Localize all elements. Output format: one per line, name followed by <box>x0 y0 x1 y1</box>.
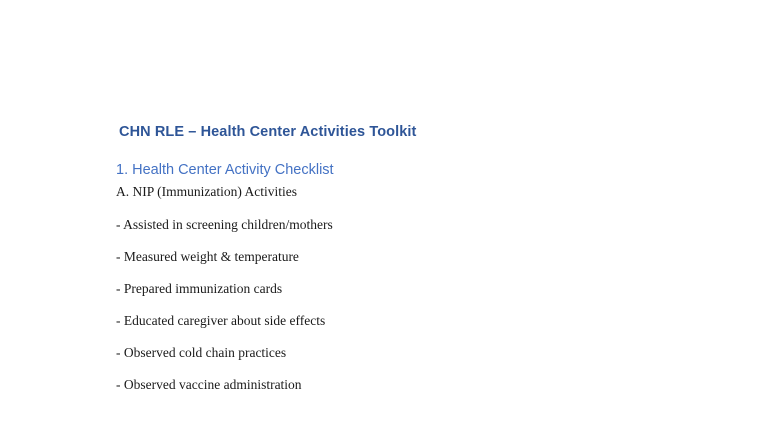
section-heading: 1. Health Center Activity Checklist <box>116 162 334 178</box>
checklist-item: - Assisted in screening children/mothers <box>116 217 333 232</box>
document-title: CHN RLE – Health Center Activities Toolkit <box>119 124 417 140</box>
checklist-item: - Measured weight & temperature <box>116 249 299 264</box>
checklist <box>116 216 333 408</box>
checklist-item: - Observed cold chain practices <box>116 345 287 360</box>
checklist-item: - Educated caregiver about side effects <box>116 313 326 328</box>
checklist-item: - Prepared immunization cards <box>116 281 283 296</box>
subsection-heading: A. NIP (Immunization) Activities <box>116 184 297 199</box>
checklist-item: - Observed vaccine administration <box>116 377 302 392</box>
